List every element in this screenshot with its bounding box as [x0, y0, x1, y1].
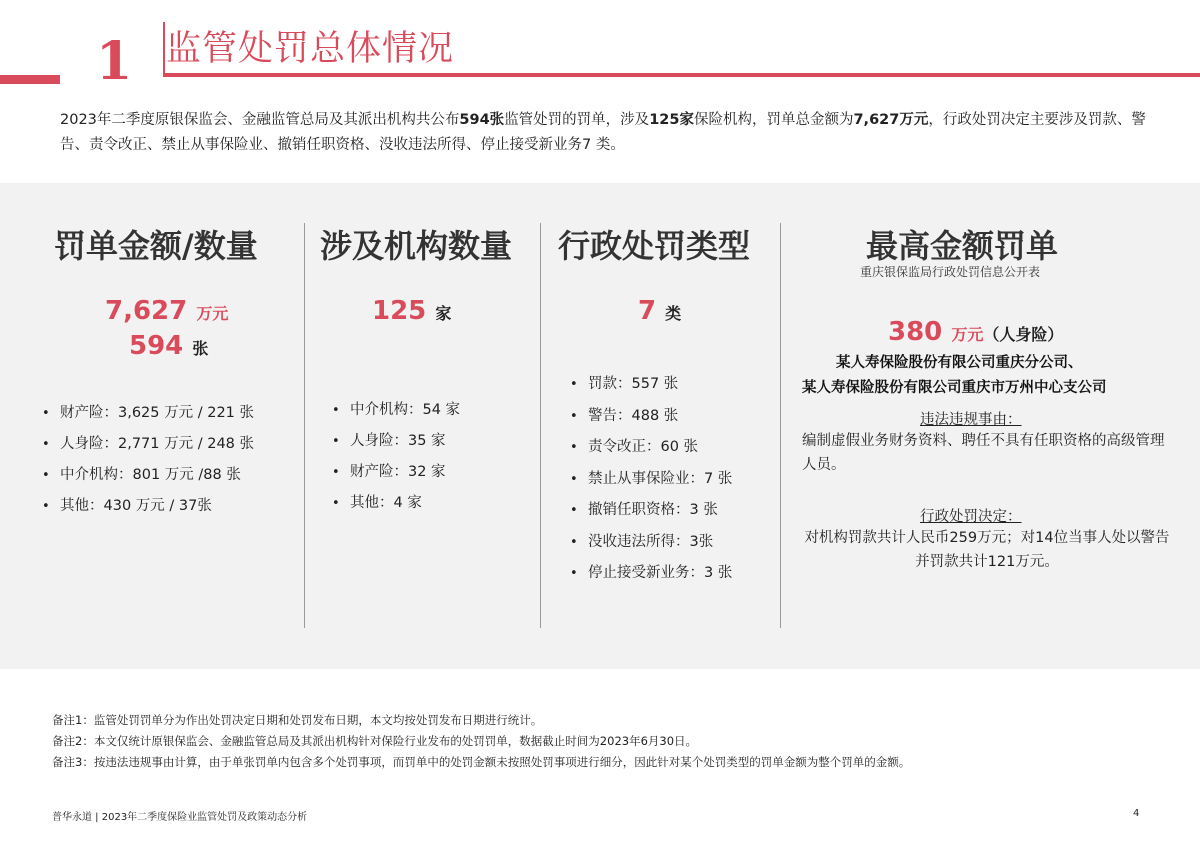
list-item: • 停止接受新业务：3 张: [588, 558, 732, 590]
list-item: • 撤销任职资格：3 张: [588, 495, 732, 527]
list-item: • 没收违法所得：3张: [588, 527, 732, 559]
summary-panel: [0, 183, 1200, 669]
column-divider: [304, 223, 305, 628]
footnote: 备注2：本文仅统计原银保监会、金融监管总局及其派出机构针对保险行业发布的处罚罚单，数据截止时间为2023年6月30日。: [52, 734, 698, 748]
list-item: • 其他：430 万元 / 37张: [60, 491, 254, 522]
footnote: 备注1：监管处罚罚单分为作出处罚决定日期和处罚发布日期，本文均按处罚发布日期进行统计。: [52, 713, 543, 727]
institutions-count: 125 家: [372, 296, 452, 326]
decision-text: 对机构罚款共计人民币259万元；对14位当事人处以警告并罚款共计121万元。: [804, 530, 1170, 570]
title-divider: [163, 22, 165, 74]
section-title: 监管处罚总体情况: [166, 29, 455, 69]
decision-label: 行政处罚决定：: [920, 509, 1022, 525]
list-item: • 中介机构：54 家: [350, 395, 460, 426]
footnote: 备注3：按违法违规事由计算，由于单张罚单内包含多个处罚事项，而罚单中的处罚金额未按照处罚事项进行细分，因此针对某个处罚类型的罚单金额为整个罚单的金额。: [52, 755, 911, 769]
footnotes: [52, 710, 910, 773]
list-item: • 财产险：3,625 万元 / 221 张: [60, 398, 254, 429]
section-number: 1: [96, 31, 133, 92]
institutions-breakdown-list: [336, 395, 460, 519]
column-divider: [540, 223, 541, 628]
list-item: • 其他：4 家: [350, 488, 460, 519]
column-divider: [780, 223, 781, 628]
amount-title: 罚单金额/数量: [54, 227, 258, 265]
list-item: • 责令改正：60 张: [588, 432, 732, 464]
total-count: 594 张: [129, 331, 209, 361]
highest-company-2: 某人寿保险股份有限公司重庆市万州中心支公司: [802, 380, 1107, 396]
reason-label: 违法违规事由：: [920, 412, 1022, 428]
types-title: 行政处罚类型: [558, 227, 751, 265]
list-item: • 罚款：557 张: [588, 369, 732, 401]
list-item: • 中介机构：801 万元 /88 张: [60, 460, 254, 491]
types-breakdown-list: [574, 369, 732, 590]
page-number: 4: [1133, 808, 1140, 819]
total-amount: 7,627 万元: [105, 296, 229, 326]
list-item: • 人身险：35 家: [350, 426, 460, 457]
title-rule-left: [0, 75, 60, 84]
page-footer: 普华永道 | 2023年二季度保险业监管处罚及政策动态分析: [52, 812, 308, 823]
highest-subtitle: 重庆银保监局行政处罚信息公开表: [860, 265, 1041, 279]
list-item: • 禁止从事保险业：7 张: [588, 464, 732, 496]
highest-company-1: 某人寿保险股份有限公司重庆分公司、: [836, 355, 1083, 371]
amount-breakdown-list: [46, 398, 254, 522]
types-count: 7 类: [638, 296, 682, 326]
intro-paragraph: 2023年二季度原银保监会、金融监管总局及其派出机构共公布594张监管处罚的罚单，涉及125家保险机构，罚单总金额为7,627万元，行政处罚决定主要涉及罚款、警告、责令改正、禁止从事保险业、撤销任职资格、没收违法所得、停止接受新业务7 类。: [60, 112, 1146, 153]
highest-title: 最高金额罚单: [866, 227, 1059, 265]
highest-amount: 380 万元（人身险）: [888, 317, 1064, 347]
institutions-title: 涉及机构数量: [320, 227, 513, 265]
list-item: • 警告：488 张: [588, 401, 732, 433]
list-item: • 财产险：32 家: [350, 457, 460, 488]
reason-text: 编制虚假业务财务资料、聘任不具有任职资格的高级管理人员。: [802, 433, 1165, 473]
list-item: • 人身险：2,771 万元 / 248 张: [60, 429, 254, 460]
